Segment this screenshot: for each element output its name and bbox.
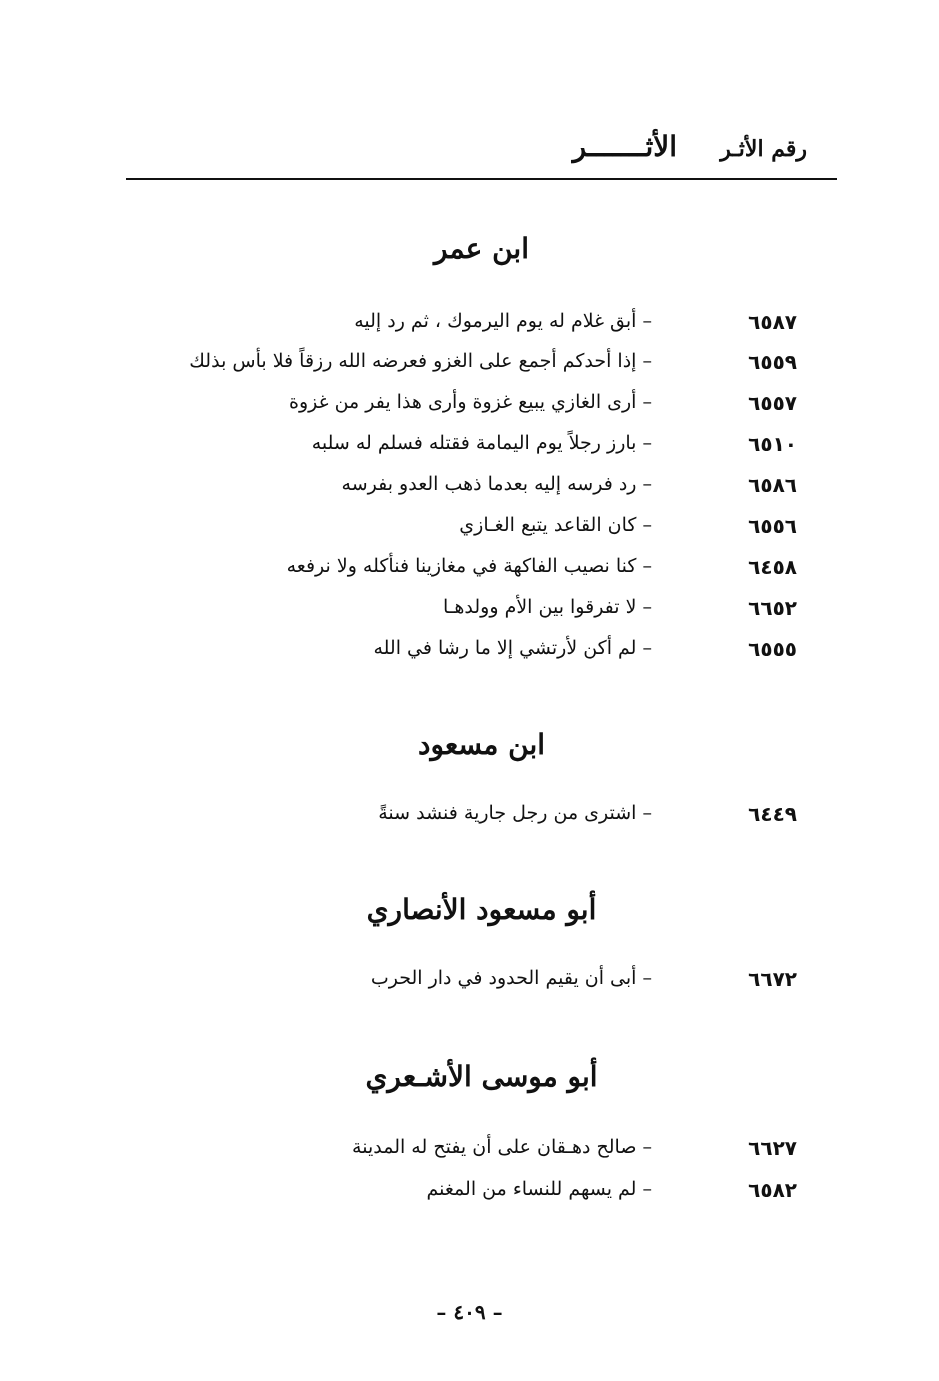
list-item [126,350,837,382]
list-item [126,432,837,464]
header-number-label: رقم الأثـر [720,136,807,162]
entry-text: – رد فرسه إليه بعدما ذهب العدو بفرسه [341,473,652,495]
entry-number: ٦٥١٠ [748,432,797,456]
entry-number: ٦٥٨٦ [748,473,797,497]
entry-text: – لم أكن لأرتشي إلا ما رشا في الله [373,637,652,659]
entry-number: ٦٥٥٦ [748,514,797,538]
list-item [126,473,837,505]
section-title-abu-musa: أبو موسى الأشـعري [365,1060,598,1093]
list-item [126,514,837,546]
list-item [126,967,837,999]
list-item [126,555,837,587]
list-item [126,1136,837,1168]
list-item [126,391,837,423]
entry-number: ٦٤٥٨ [748,555,797,579]
entry-number: ٦٦٢٧ [748,1136,797,1160]
entry-number: ٦٦٧٢ [748,967,797,991]
entry-text: – كنا نصيب الفاكهة في مغازينا فنأكله ولا نرفعه [286,555,652,577]
table-header [126,128,837,180]
header-athar-label: الأثـــــــر [572,130,677,163]
list-item [126,310,837,342]
page-number: – ٤٠٩ – [436,1300,503,1324]
entry-number: ٦٥٨٢ [748,1178,797,1202]
entry-text: – بارز رجلاً يوم اليمامة فقتله فسلم له سلبه [311,432,652,454]
entry-number: ٦٥٥٥ [748,637,797,661]
list-item [126,802,837,834]
entry-number: ٦٥٨٧ [748,310,797,334]
section-title-ibn-umar: ابن عمر [434,232,529,265]
entry-number: ٦٥٥٧ [748,391,797,415]
entry-text: – كان القاعد يتبع الغـازي [459,514,652,536]
entry-number: ٦٥٥٩ [748,350,797,374]
entry-text: – لا تفرقوا بين الأم وولدهـا [443,596,652,618]
entry-number: ٦٦٥٢ [748,596,797,620]
list-item [126,637,837,669]
section-title-abu-masud: أبو مسعود الأنصاري [366,893,597,926]
entry-text: – أبق غلام له يوم اليرموك ، ثم رد إليه [354,310,652,332]
entry-text: – اشترى من رجل جارية فنشد سنةً [378,802,652,824]
entry-text: – إذا أحدكم أجمع على الغزو فعرضه الله رزقاً فلا بأس بذلك [189,350,652,372]
entry-text: – لم يسهم للنساء من المغنم [426,1178,652,1200]
entry-number: ٦٤٤٩ [748,802,797,826]
section-title-ibn-masud: ابن مسعود [417,728,546,761]
list-item [126,596,837,628]
entry-text: – صالح دهـقان على أن يفتح له المدينة [352,1136,652,1158]
list-item [126,1178,837,1210]
entry-text: – أبى أن يقيم الحدود في دار الحرب [370,967,652,989]
entry-text: – أرى الغازي يبيع غزوة وأرى هذا يفر من غزوة [288,391,652,413]
